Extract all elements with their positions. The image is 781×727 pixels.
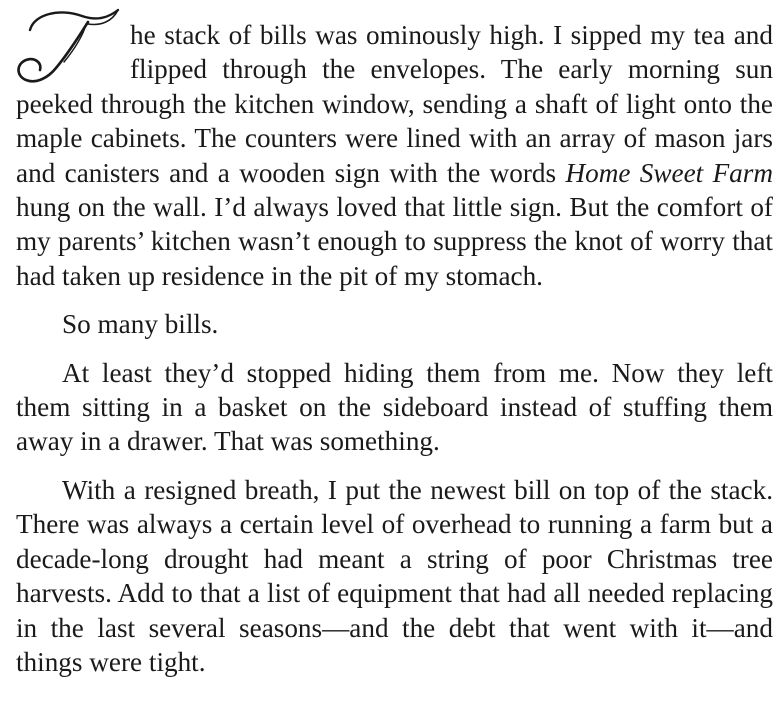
paragraph-1-text-a: he stack of bills was ominously high. I sipped my tea and flipped through the envelopes. The early morning sun peeked through the kitchen window, sending a shaft of light onto the maple cabinets. The counters were lined with an array of mason jars and canisters and a wooden sign with the words [16,20,773,188]
drop-cap [16,18,128,86]
paragraph-2: So many bills. [62,309,219,340]
book-page [16,18,773,693]
paragraph-1 [16,18,773,293]
drop-cap-flourish-icon [12,4,128,88]
paragraph-1-text-b: hung on the wall. I’d always loved that little sign. But the comfort of my parents’ kitchen wasn’t enough to suppress the knot of worry that had taken up residence in the pit of my stomach. [16,192,773,291]
paragraph-4: With a resigned breath, I put the newest bill on top of the stack. There was always a certain level of overhead to running a farm but a decade-long drought had meant a string of poor Christmas tree harvests. Add to that a list of equipment that had all needed replacing in the last several seasons—and the debt that went with it—and things were tight. [16,474,773,677]
paragraph-3: At least they’d stopped hiding them from me. Now they left them sitting in a basket on the sideboard instead of stuffing them away in a drawer. That was something. [16,357,773,457]
sign-title: Home Sweet Farm [565,157,773,188]
